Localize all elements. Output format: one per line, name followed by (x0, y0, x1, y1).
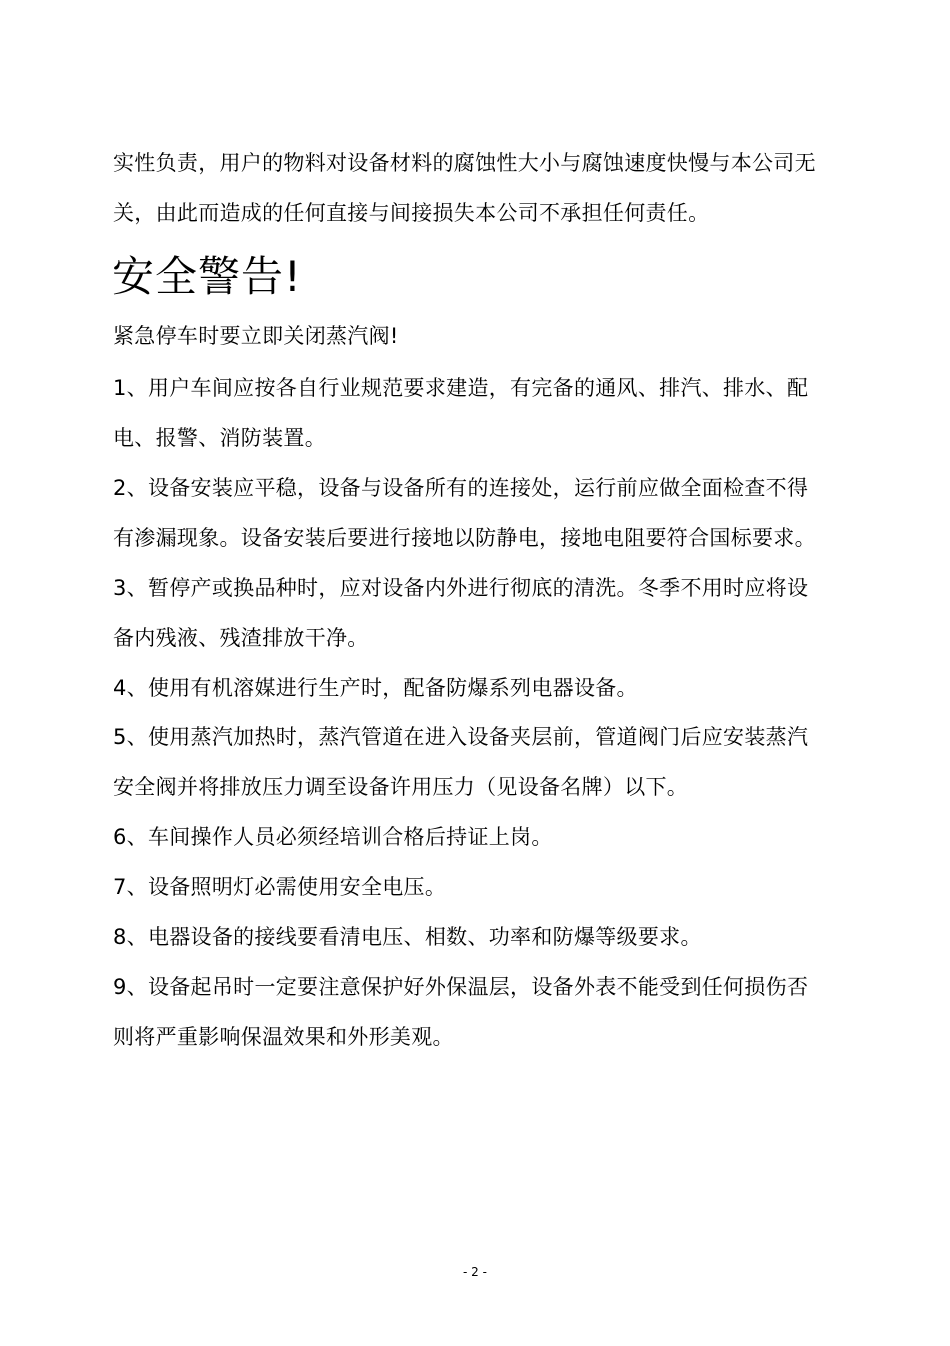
warning-item-3-line-1: 3、暂停产或换品种时，应对设备内外进行彻底的清洗。冬季不用时应将设 (113, 576, 809, 600)
warning-item-9-line-1: 9、设备起吊时一定要注意保护好外保温层，设备外表不能受到任何损伤否 (113, 975, 809, 999)
warning-item-3-line-2: 备内残液、残渣排放干净。 (113, 626, 369, 650)
page-number: - 2 - (463, 1265, 487, 1279)
warning-item-4-line-1: 4、使用有机溶媒进行生产时，配备防爆系列电器设备。 (113, 676, 638, 700)
warning-item-5-line-2: 安全阀并将排放压力调至设备许用压力（见设备名牌）以下。 (113, 775, 689, 799)
intro-line-2: 关，由此而造成的任何直接与间接损失本公司不承担任何责任。 (113, 201, 710, 225)
intro-line-1: 实性负责，用户的物料对设备材料的腐蚀性大小与腐蚀速度快慢与本公司无 (113, 151, 816, 175)
warning-item-6-line-1: 6、车间操作人员必须经培训合格后持证上岗。 (113, 825, 553, 849)
warning-item-7-line-1: 7、设备照明灯必需使用安全电压。 (113, 875, 447, 899)
warning-item-5-line-1: 5、使用蒸汽加热时，蒸汽管道在进入设备夹层前，管道阀门后应安装蒸汽 (113, 725, 809, 749)
warning-item-8-line-1: 8、电器设备的接线要看清电压、相数、功率和防爆等级要求。 (113, 925, 702, 949)
emergency-stop-notice: 紧急停车时要立即关闭蒸汽阀! (113, 324, 399, 348)
warning-item-1-line-2: 电、报警、消防装置。 (113, 426, 326, 450)
warning-item-1-line-1: 1、用户车间应按各自行业规范要求建造，有完备的通风、排汽、排水、配 (113, 376, 809, 400)
safety-warning-title: 安全警告! (112, 252, 302, 301)
warning-item-2-line-2: 有渗漏现象。设备安装后要进行接地以防静电，接地电阻要符合国标要求。 (113, 526, 816, 550)
warning-item-9-line-2: 则将严重影响保温效果和外形美观。 (113, 1025, 454, 1049)
warning-item-2-line-1: 2、设备安装应平稳，设备与设备所有的连接处，运行前应做全面检查不得 (113, 476, 809, 500)
